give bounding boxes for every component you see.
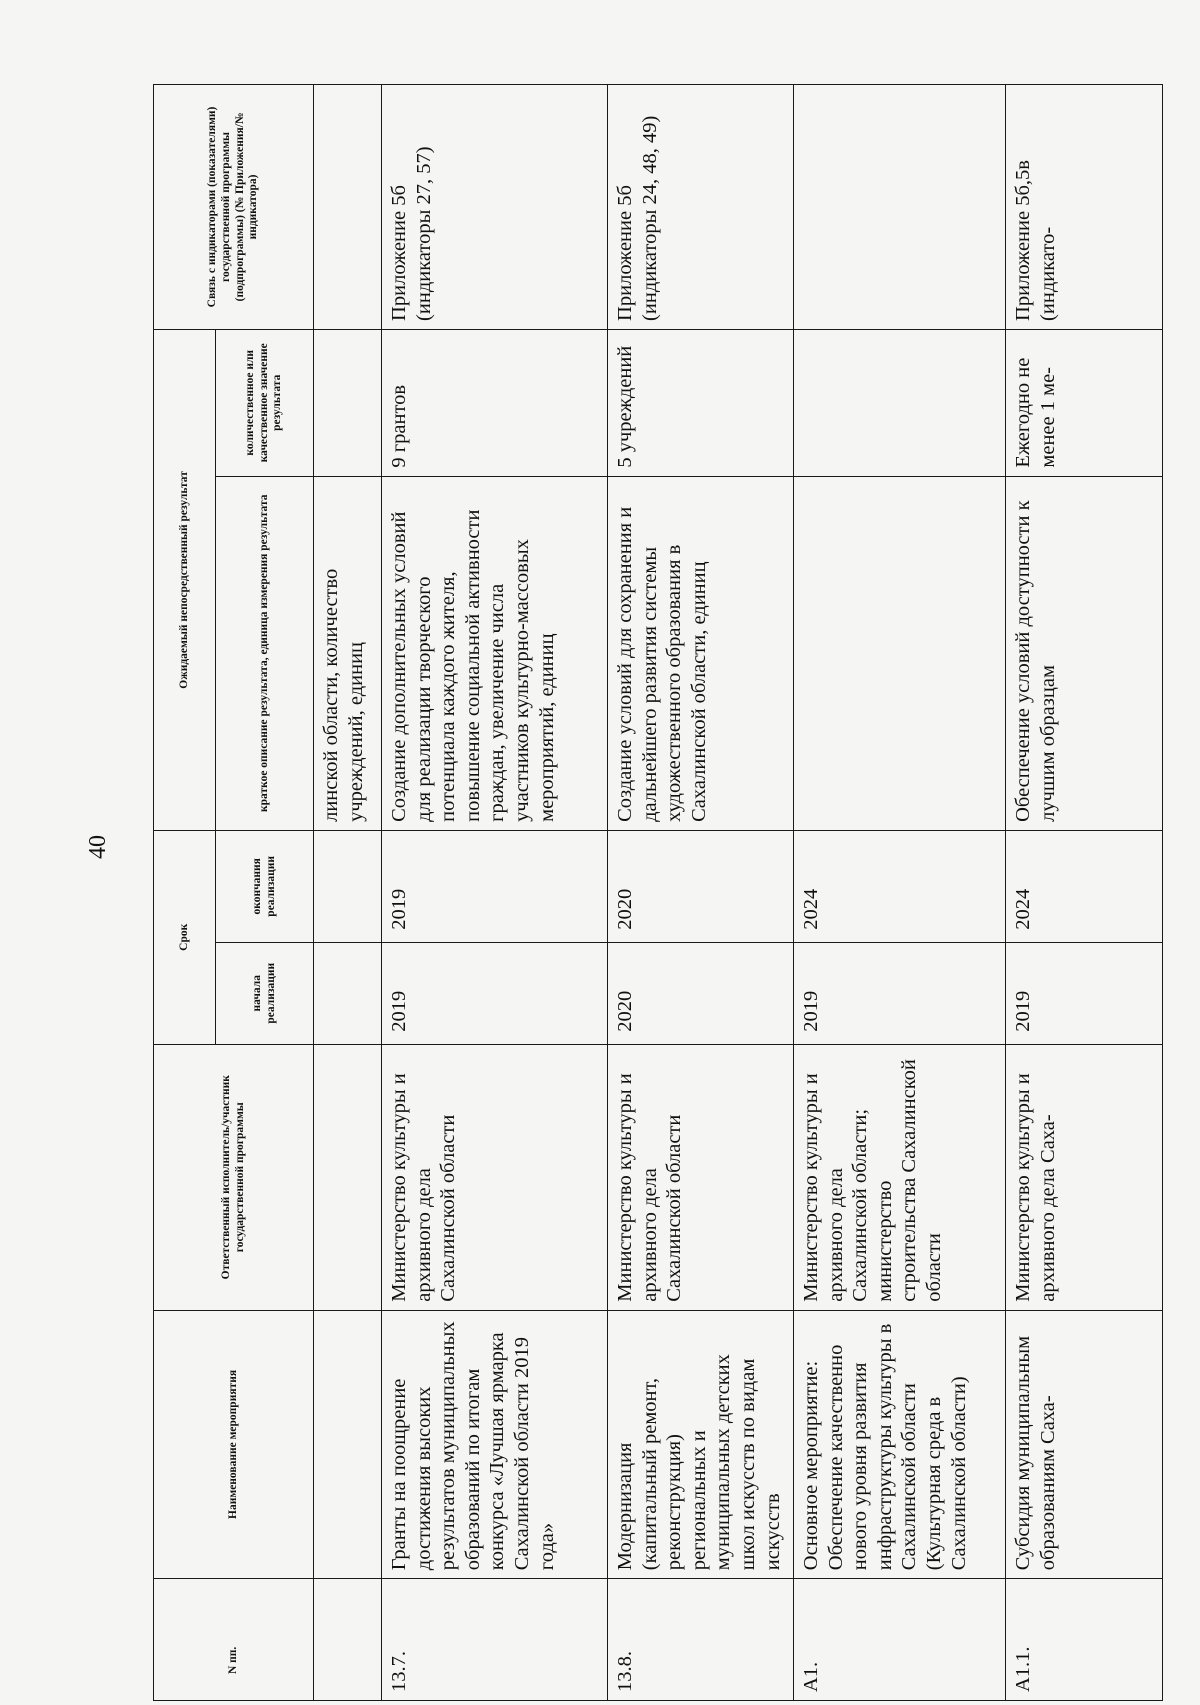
header-result-desc: краткое описание результата, единица измерения результата [216, 476, 314, 830]
cell-link: Приложение 5б (индикаторы 27, 57) [382, 85, 608, 330]
cell-name [314, 1310, 382, 1578]
cell-link [794, 85, 1006, 330]
cell-end: 2020 [608, 830, 794, 942]
cell-end: 2024 [1006, 830, 1163, 942]
cell-end [314, 830, 382, 942]
header-name: Наименование мероприятия [154, 1310, 314, 1578]
table-row [608, 85, 794, 1701]
cell-name: Гранты на поощрение достижения высоких результатов муниципальных образований по итогам конкурса «Лучшая ярмарка Сахалинской области 2019 года» [382, 1310, 608, 1578]
cell-end: 2019 [382, 830, 608, 942]
header-result-value: количественное или качественное значение результата [216, 329, 314, 476]
cell-result-value [794, 329, 1006, 476]
cell-executor: Министерство культуры и архивного дела Сахалинской области [382, 1044, 608, 1310]
cell-result-value: 5 учреждений [608, 329, 794, 476]
header-term: Срок [154, 830, 216, 1044]
header-link: Связь с индикаторами (показателями) государственной программы (подпрограммы) (№ Приложения/№ индикатора) [154, 85, 314, 330]
cell-start: 2019 [794, 942, 1006, 1044]
cell-num: А1. [794, 1579, 1006, 1701]
cell-num [314, 1579, 382, 1701]
cell-start: 2020 [608, 942, 794, 1044]
table-row [382, 85, 608, 1701]
cell-end: 2024 [794, 830, 1006, 942]
header-executor: Ответственный исполнитель/участник государственной программы [154, 1044, 314, 1310]
cell-start [314, 942, 382, 1044]
cell-result-desc: линской области, количество учреждений, единиц [314, 476, 382, 830]
cell-start: 2019 [382, 942, 608, 1044]
table-row [1006, 85, 1163, 1701]
cell-result-value: 9 грантов [382, 329, 608, 476]
cell-link: Приложение 5б (индикаторы 24, 48, 49) [608, 85, 794, 330]
cell-executor: Министерство культуры и архивного дела Саха- [1006, 1044, 1163, 1310]
cell-link: Приложение 5б,5в (индикато- [1006, 85, 1163, 330]
cell-num: 13.7. [382, 1579, 608, 1701]
cell-link [314, 85, 382, 330]
header-term-start: начала реализации [216, 942, 314, 1044]
header-term-end: окончания реализации [216, 830, 314, 942]
table-row [314, 85, 382, 1701]
cell-result-desc: Создание условий для сохранения и дальнейшего развития системы художественного образования в Сахалинской области, единиц [608, 476, 794, 830]
cell-name: Основное мероприятие: Обеспечение качественно нового уровня развития инфраструктуры культуры в Сахалинской области (Культурная среда в Сахалинской области) [794, 1310, 1006, 1578]
cell-result-desc: Создание дополнительных условий для реализации творческого потенциала каждого жителя, повышение социальной активности граждан, увеличение числа участников культурно-массовых мероприятий, единиц [382, 476, 608, 830]
cell-executor: Министерство культуры и архивного дела Сахалинской области; министерство строительства Сахалинской области [794, 1044, 1006, 1310]
cell-name: Модернизация (капитальный ремонт, реконструкция) региональных и муниципальных детских школ искусств по видам искусств [608, 1310, 794, 1578]
rotated-table-container [153, 84, 1162, 1701]
header-num: N пп. [154, 1579, 314, 1701]
cell-result-desc: Обеспечение условий доступности к лучшим образцам [1006, 476, 1163, 830]
cell-num: 13.8. [608, 1579, 794, 1701]
table-row [794, 85, 1006, 1701]
cell-result-desc [794, 476, 1006, 830]
cell-result-value [314, 329, 382, 476]
cell-name: Субсидия муниципальным образованиям Саха- [1006, 1310, 1163, 1578]
header-row-1 [154, 85, 216, 1701]
cell-num: А1.1. [1006, 1579, 1163, 1701]
cell-start: 2019 [1006, 942, 1163, 1044]
cell-executor [314, 1044, 382, 1310]
page-number: 40 [85, 835, 111, 859]
cell-result-value: Ежегодно не менее 1 ме- [1006, 329, 1163, 476]
measures-table [153, 84, 1163, 1701]
cell-executor: Министерство культуры и архивного дела Сахалинской области [608, 1044, 794, 1310]
header-result: Ожидаемый непосредственный результат [154, 329, 216, 830]
